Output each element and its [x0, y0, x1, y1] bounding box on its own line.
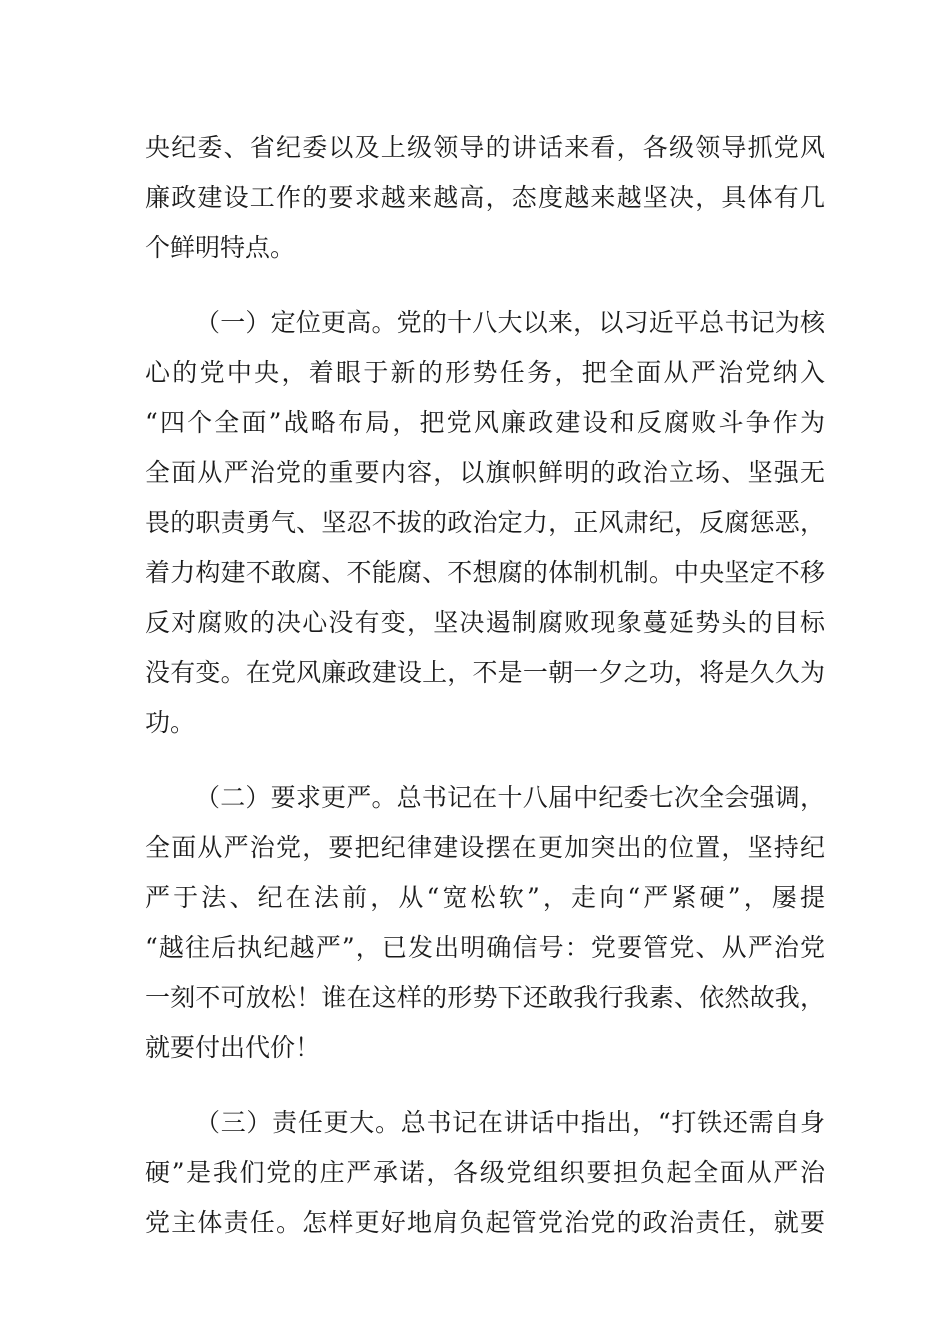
paragraph-line: 心的党中央，着眼于新的形势任务，把全面从严治党纳入: [145, 358, 825, 387]
paragraph-line: 就要付出代价！: [145, 1033, 321, 1062]
paragraph-line: （二）要求更严。总书记在十八届中纪委七次全会强调，: [195, 783, 825, 812]
paragraph-line: 畏的职责勇气、坚忍不拔的政治定力，正风肃纪，反腐惩恶，: [145, 508, 825, 537]
paragraph-line: 硬”是我们党的庄严承诺，各级党组织要担负起全面从严治: [145, 1158, 825, 1187]
paragraph-line: 功。: [145, 708, 196, 737]
paragraph-line: 严于法、纪在法前，从“宽松软”，走向“严紧硬”，屡提: [145, 883, 826, 912]
document-body: [145, 123, 825, 1248]
paragraph-line: “越往后执纪越严”，已发出明确信号：党要管党、从严治党: [145, 933, 825, 962]
paragraph-line: “四个全面”战略布局，把党风廉政建设和反腐败斗争作为: [145, 408, 825, 437]
paragraph-line: （一）定位更高。党的十八大以来，以习近平总书记为核: [195, 308, 825, 337]
paragraph-gap: [145, 748, 825, 773]
paragraph-line: 一刻不可放松！谁在这样的形势下还敢我行我素、依然故我，: [145, 983, 825, 1012]
paragraph-line: 个鲜明特点。: [145, 233, 296, 262]
paragraph-gap: [145, 273, 825, 298]
paragraph-line: 没有变。在党风廉政建设上，不是一朝一夕之功，将是久久为: [145, 658, 825, 687]
paragraph-gap: [145, 1073, 825, 1098]
paragraph-line: 着力构建不敢腐、不能腐、不想腐的体制机制。中央坚定不移: [145, 558, 825, 587]
paragraph-line: 全面从严治党的重要内容，以旗帜鲜明的政治立场、坚强无: [145, 458, 825, 487]
paragraph-line: 廉政建设工作的要求越来越高，态度越来越坚决，具体有几: [145, 183, 825, 212]
paragraph-line: 全面从严治党，要把纪律建设摆在更加突出的位置，坚持纪: [145, 833, 825, 862]
paragraph-line: （三）责任更大。总书记在讲话中指出，“打铁还需自身: [195, 1108, 825, 1137]
paragraph-line: 央纪委、省纪委以及上级领导的讲话来看，各级领导抓党风: [145, 133, 825, 162]
paragraph-line: 党主体责任。怎样更好地肩负起管党治党的政治责任，就要: [145, 1208, 825, 1237]
paragraph-line: 反对腐败的决心没有变，坚决遏制腐败现象蔓延势头的目标: [145, 608, 825, 637]
